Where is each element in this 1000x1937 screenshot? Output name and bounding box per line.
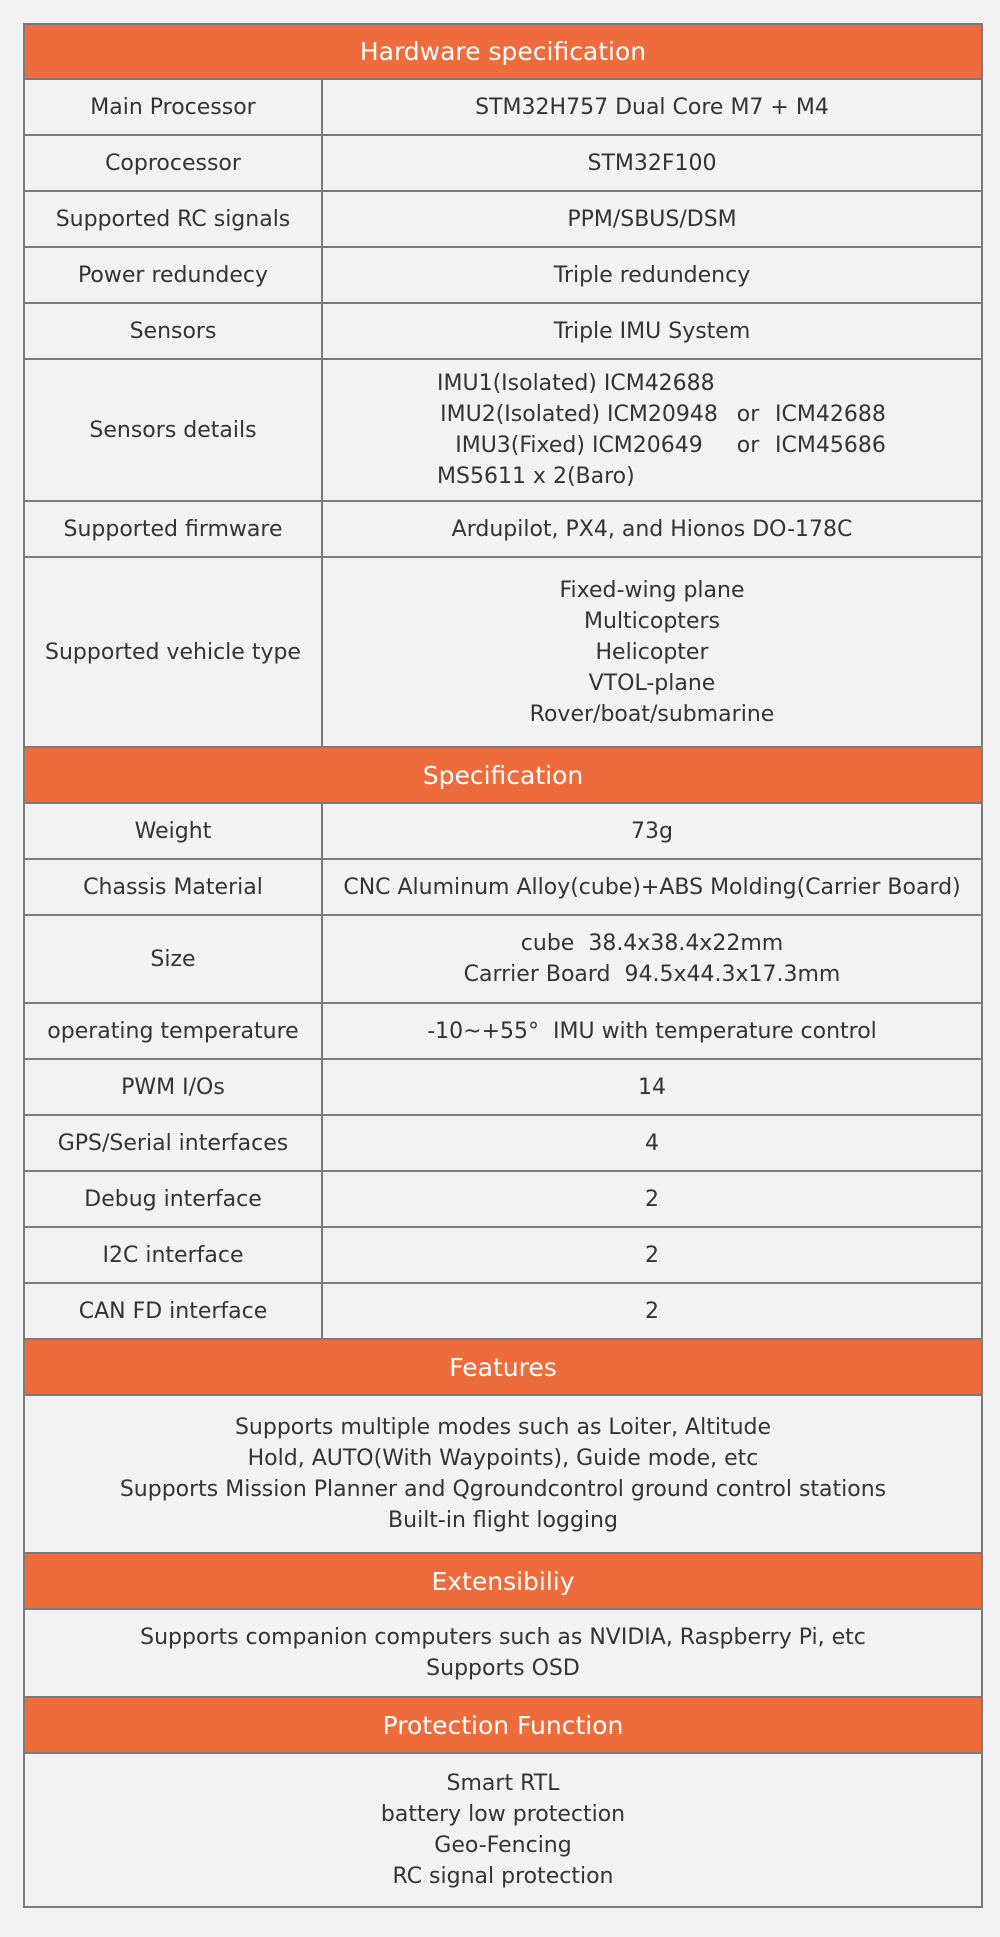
protection-line: Smart RTL xyxy=(446,1771,560,1796)
row-label: CAN FD interface xyxy=(25,1284,323,1338)
row-value: 73g xyxy=(631,818,673,844)
table-row xyxy=(25,1284,981,1340)
row-label: GPS/Serial interfaces xyxy=(25,1116,323,1170)
row-label: Weight xyxy=(25,804,323,858)
row-label: Supported RC signals xyxy=(25,192,323,246)
row-label: operating temperature xyxy=(25,1004,323,1058)
sensors-details-row xyxy=(25,360,981,502)
feature-line: Built-in flight logging xyxy=(388,1508,618,1533)
protection-line: RC signal protection xyxy=(392,1864,614,1889)
specification-header: Specification xyxy=(25,748,981,804)
table-row xyxy=(25,136,981,192)
protection-line: battery low protection xyxy=(380,1802,626,1827)
vehicle-types xyxy=(323,558,981,746)
table-row xyxy=(25,1060,981,1116)
protection-content xyxy=(25,1754,981,1906)
table-row xyxy=(25,1172,981,1228)
table-row xyxy=(25,1228,981,1284)
baro-line: MS5611 x 2(Baro) xyxy=(437,464,635,489)
row-label: Chassis Material xyxy=(25,860,323,914)
row-value: STM32H757 Dual Core M7 + M4 xyxy=(475,94,829,120)
imu3-line: IMU3(Fixed) ICM20649 or ICM45686 xyxy=(455,433,886,458)
row-value: Triple redundency xyxy=(553,262,751,288)
row-value: -10~+55° IMU with temperature control xyxy=(427,1018,877,1044)
vehicle-type: Rover/boat/submarine xyxy=(529,701,775,727)
row-label: Sensors details xyxy=(25,360,323,500)
table-row xyxy=(25,860,981,916)
features-content xyxy=(25,1396,981,1554)
row-label: Coprocessor xyxy=(25,136,323,190)
vehicle-type: Fixed-wing plane xyxy=(559,577,745,603)
row-value: Triple IMU System xyxy=(553,318,751,344)
table-row xyxy=(25,804,981,860)
row-value: Ardupilot, PX4, and Hionos DO-178C xyxy=(451,516,853,542)
sensors-details-value xyxy=(323,360,981,500)
hardware-header: Hardware specification xyxy=(25,25,981,80)
vehicle-type: VTOL-plane xyxy=(588,670,716,696)
table-row xyxy=(25,1004,981,1060)
table-row xyxy=(25,1116,981,1172)
extensibility-line: Supports companion computers such as NVIDIA, Raspberry Pi, etc xyxy=(140,1625,866,1650)
table-row xyxy=(25,502,981,558)
row-value: PPM/SBUS/DSM xyxy=(567,206,737,232)
row-label: I2C interface xyxy=(25,1228,323,1282)
features-header: Features xyxy=(25,1340,981,1396)
feature-line: Supports Mission Planner and Qgroundcontrol ground control stations xyxy=(119,1477,887,1502)
row-value: STM32F100 xyxy=(587,150,717,176)
row-label: Main Processor xyxy=(25,80,323,134)
row-value: 2 xyxy=(645,1242,659,1268)
row-value: 4 xyxy=(645,1130,659,1156)
row-value: cube 38.4x38.4x22mm Carrier Board 94.5x44.3x17.3mm xyxy=(463,931,841,987)
row-label: Sensors xyxy=(25,304,323,358)
row-label: Supported vehicle type xyxy=(25,558,323,746)
protection-line: Geo-Fencing xyxy=(434,1833,572,1858)
table-row xyxy=(25,916,981,1004)
vehicle-type: Multicopters xyxy=(584,608,720,634)
table-row xyxy=(25,80,981,136)
extensibility-line: Supports OSD xyxy=(426,1656,580,1681)
row-label: Supported firmware xyxy=(25,502,323,556)
feature-line: Supports multiple modes such as Loiter, Altitude xyxy=(234,1415,772,1440)
table-row xyxy=(25,192,981,248)
extensibility-content xyxy=(25,1610,981,1698)
table-row xyxy=(25,248,981,304)
row-value: 2 xyxy=(645,1298,659,1324)
spec-table xyxy=(23,23,983,1908)
row-value: 14 xyxy=(638,1074,666,1100)
row-label: Size xyxy=(25,916,323,1002)
vehicle-type: Helicopter xyxy=(595,639,709,665)
vehicle-type-row xyxy=(25,558,981,748)
table-row xyxy=(25,304,981,360)
row-label: PWM I/Os xyxy=(25,1060,323,1114)
row-label: Power redundecy xyxy=(25,248,323,302)
imu1-line: IMU1(Isolated) ICM42688 xyxy=(437,371,715,396)
extensibility-header: Extensibiliy xyxy=(25,1554,981,1610)
feature-line: Hold, AUTO(With Waypoints), Guide mode, etc xyxy=(247,1446,759,1471)
imu2-line: IMU2(Isolated) ICM20948 or ICM42688 xyxy=(440,402,886,427)
row-label: Debug interface xyxy=(25,1172,323,1226)
row-value: 2 xyxy=(645,1186,659,1212)
row-value: CNC Aluminum Alloy(cube)+ABS Molding(Carrier Board) xyxy=(343,874,961,900)
protection-header: Protection Function xyxy=(25,1698,981,1754)
